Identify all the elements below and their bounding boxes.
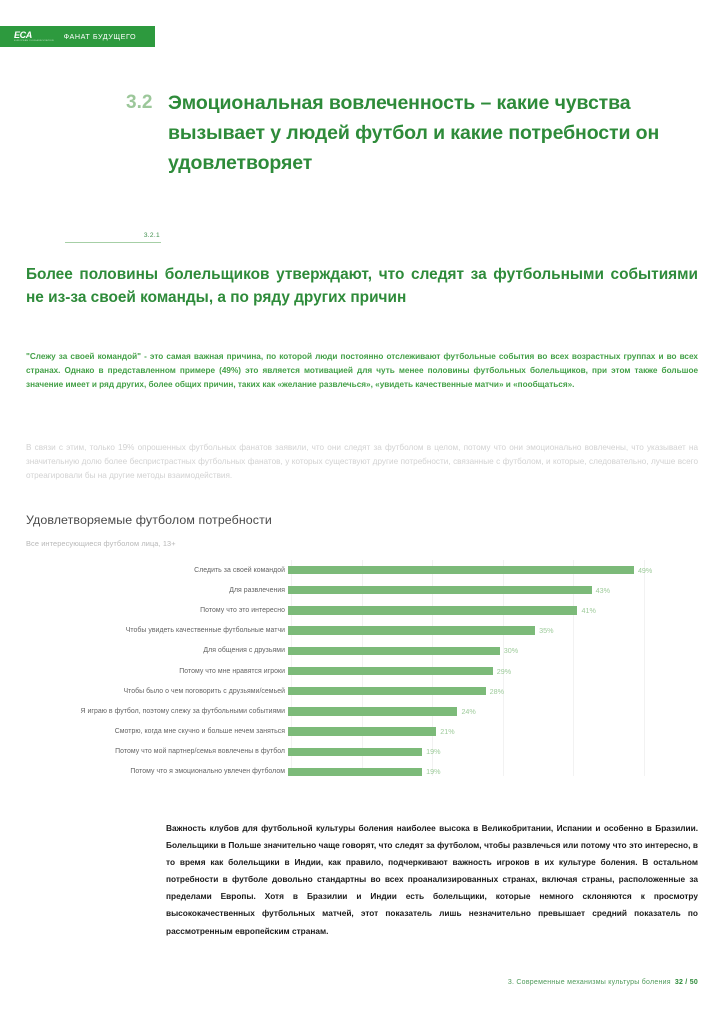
section-divider (65, 242, 161, 243)
chart-bar-value: 43% (595, 585, 610, 595)
chart-category-label: Смотрю, когда мне скучно и больше нечем заняться (114, 728, 285, 736)
chart-bar-value: 21% (440, 727, 455, 737)
section-number: 3.2.1 (143, 232, 160, 239)
chart-bar (288, 647, 500, 655)
brand-header-bar (0, 26, 155, 47)
chart-bar-row (26, 661, 698, 681)
chart-bar-track (288, 560, 698, 580)
page-title-number: 3.2 (126, 92, 153, 113)
chart-bar-value: 28% (489, 686, 505, 696)
secondary-paragraph: В связи с этим, только 19% опрошенных футбольных фанатов заявили, что они следят за футболом в целом, потому что они эмоционально вовлечены, что указывает на значительную долю более беспристрастных футбольных фанатов, у которых существуют другие потребности, связанные с футболом, и которые, следовательно, лучше всего отреагировали бы на другие методы взаимодействия. (26, 443, 698, 481)
chart-bar-track (288, 661, 698, 681)
chart-bar-row (26, 762, 698, 782)
chart-bar-value: 24% (461, 706, 476, 716)
footer-chapter-label: 3. Современные механизмы культуры боления (507, 979, 671, 986)
chart-bar-row (26, 600, 698, 620)
header-title: ФАНАТ БУДУЩЕГО (63, 32, 137, 41)
page-title (126, 88, 686, 178)
chart-bar-track (288, 742, 698, 762)
chart-bar-track (288, 762, 698, 782)
page-title-text: Эмоциональная вовлеченность – какие чувства вызывает у людей футбол и какие потребности он удовлетворяет (168, 92, 660, 174)
analysis-paragraph: Важность клубов для футбольной культуры боления наиболее высока в Великобритании, Испании и особенно в Бразилии. Болельщики в Польше значительно чаще говорят, что следят за футболом, чтобы развлечься или потому что это интересно, в то время как болельщики в Индии, как правило, подчеркивают важность игроков в их культуре боления. В остальном потребности в футболе довольно стандартны во всех проанализированных странах, включая страны, расположенные за пределами Европы. Хотя в Бразилии и Индии есть болельщики, которые немного склоняются к просмотру высококачественных футбольных матчей, этот показатель лишь незначительно превышает средний показатель по рассмотренным европейским странам. (166, 823, 698, 936)
chart-title: Удовлетворяемые футболом потребности (26, 513, 272, 527)
intro-paragraph: "Слежу за своей командой" - это самая важная причина, по которой люди постоянно отслеживают футбольные события во всех возрастных группах и во всех странах. Однако в представленном примере (49%) это является мотивацией для чуть менее половины футбольных болельщиков, при этом также большое значение имеет и ряд других, более общих причин, таких как «желание развлечься», «увидеть качественные матчи» и «пообщаться». (26, 352, 698, 390)
chart-bar-row (26, 580, 698, 600)
chart-bar-row (26, 681, 698, 701)
chart-bar-value: 35% (539, 626, 554, 636)
chart-bar-track (288, 681, 698, 701)
chart-category-label: Чтобы увидеть качественные футбольные матчи (125, 627, 285, 635)
chart-bar-value: 41% (581, 605, 596, 615)
chart-bar-row (26, 742, 698, 762)
logo-wordmark: ECA (14, 29, 32, 40)
chart-category-label: Следить за своей командой (194, 566, 285, 574)
chart-bar-value: 29% (496, 666, 512, 676)
chart-bar-track (288, 621, 698, 641)
chart-bar-value: 49% (637, 565, 653, 575)
chart-bar-value: 19% (426, 767, 441, 777)
chart-category-label: Потому что это интересно (200, 606, 285, 614)
chart-category-label: Для развлечения (229, 586, 285, 594)
chart-bar-value: 19% (426, 747, 441, 757)
chart-bar-track (288, 580, 698, 600)
eca-logo (14, 31, 54, 43)
chart-bar (288, 566, 634, 574)
chart-bar (288, 626, 535, 634)
chart-bar-row (26, 722, 698, 742)
chart-category-label: Потому что мой партнер/семья вовлечены в футбол (115, 748, 285, 756)
chart-category-label: Чтобы было о чем поговорить с друзьями/семьей (123, 687, 285, 695)
chart-bar-track (288, 600, 698, 620)
chart-bar-track (288, 722, 698, 742)
chart-bar (288, 707, 457, 715)
chart-category-label: Я играю в футбол, поэтому слежу за футбольными событиями (80, 707, 285, 715)
chart-bar (288, 667, 493, 675)
needs-satisfied-bar-chart (26, 560, 698, 782)
chart-bar-rows (26, 560, 698, 782)
section-marker (65, 232, 161, 243)
chart-category-label: Потому что мне нравятся игроки (179, 667, 285, 675)
chart-bar-row (26, 560, 698, 580)
chart-subtitle: Все интересующиеся футболом лица, 13+ (26, 539, 176, 548)
chart-bar-track (288, 701, 698, 721)
section-heading: Более половины болельщиков утверждают, что следят за футбольными событиями не из-за своей команды, а по ряду других причин (26, 266, 698, 306)
chart-bar (288, 687, 486, 695)
chart-bar-row (26, 701, 698, 721)
chart-bar (288, 586, 592, 594)
page-footer (508, 979, 698, 986)
chart-bar-value: 30% (503, 646, 519, 656)
chart-bar (288, 727, 436, 735)
chart-bar (288, 606, 577, 614)
chart-bar (288, 748, 422, 756)
chart-bar (288, 768, 422, 776)
footer-page-number: 32 / 50 (674, 979, 698, 986)
chart-bar-row (26, 641, 698, 661)
chart-category-label: Потому что я эмоционально увлечен футболом (130, 768, 285, 776)
chart-category-label: Для общения с друзьями (203, 647, 285, 655)
chart-bar-row (26, 621, 698, 641)
logo-tagline: EUROPEAN CLUB ASSOCIATION (14, 39, 54, 42)
chart-bar-track (288, 641, 698, 661)
